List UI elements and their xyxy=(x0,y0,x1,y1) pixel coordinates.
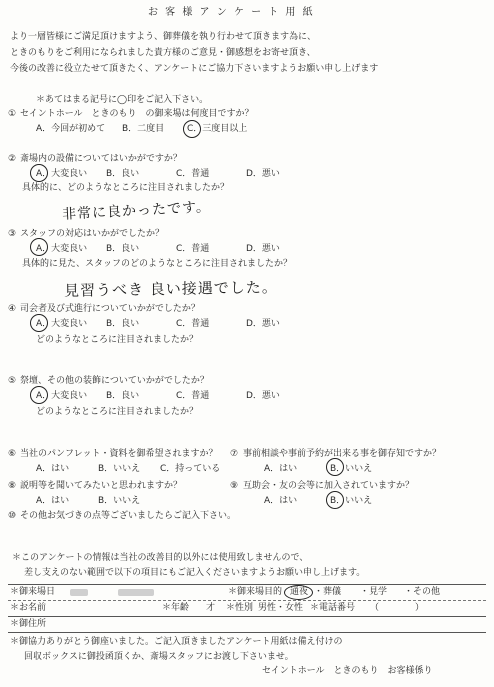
age-unit: 才 xyxy=(206,603,216,613)
q4-number: ④ xyxy=(8,304,17,314)
q2-option-c[interactable]: C．普通 xyxy=(176,169,210,179)
purpose-wake[interactable]: 通夜 xyxy=(290,587,309,597)
instruction-text: ＊あてはまる記号に◯印をご記入下さい。 xyxy=(36,95,209,105)
gender-label: ＊性別 xyxy=(226,603,254,613)
footer-signature: セイントホール ときのもり お客様係り xyxy=(262,666,433,676)
q3-followup: 具体的に見た、スタッフのどのようなところに注目されましたか？ xyxy=(22,259,293,269)
age-label: ＊年齢 xyxy=(162,603,190,613)
purpose-tour[interactable]: ・見学 xyxy=(360,587,388,597)
q5-followup: どのようなところに注目されましたか？ xyxy=(36,407,199,417)
q2-handwritten-answer: 非常に良かったです。 xyxy=(61,199,212,223)
q5-option-b[interactable]: B．良い xyxy=(106,391,140,401)
q8-text: 説明等を聞いてみたいと思われますか？ xyxy=(20,481,183,491)
q3-option-a[interactable]: A．大変良い xyxy=(36,244,88,254)
q2-option-d[interactable]: D．悪い xyxy=(246,169,280,179)
purpose-other[interactable]: ・その他 xyxy=(404,587,441,597)
purpose-funeral[interactable]: ・葬儀 xyxy=(314,587,342,597)
q4-selection-circle xyxy=(30,314,48,332)
q3-option-b[interactable]: B．良い xyxy=(106,244,140,254)
q8-option-a[interactable]: A．はい xyxy=(36,496,70,506)
visit-date-value[interactable] xyxy=(70,589,88,596)
q3-selection-circle xyxy=(30,238,48,256)
q7-option-b[interactable]: B．いいえ xyxy=(330,464,373,474)
q4-option-b[interactable]: B．良い xyxy=(106,319,140,329)
q6-option-b[interactable]: B．いいえ xyxy=(98,464,141,474)
q5-number: ⑤ xyxy=(8,376,17,386)
q7-selection-circle xyxy=(326,458,344,476)
q4-text: 司会者及び式進行についていかがでしたか？ xyxy=(20,304,200,314)
closing-line-2: 回収ボックスに御投函頂くか、斎場スタッフにお渡し下さいませ。 xyxy=(24,652,294,662)
name-row-rule xyxy=(8,616,486,617)
q7-option-a[interactable]: A．はい xyxy=(264,464,298,474)
q3-text: スタッフの対応はいかがでしたか？ xyxy=(20,229,165,239)
q5-selection-circle xyxy=(30,386,48,404)
gender-options[interactable]: 男性・女性 xyxy=(258,603,304,613)
q2-option-a[interactable]: A．大変良い xyxy=(36,169,88,179)
q1-option-b[interactable]: B．二度目 xyxy=(122,124,165,134)
q1-number: ① xyxy=(8,109,17,119)
q1-text: セイントホール ときのもり の御来場は何度目ですか？ xyxy=(20,109,254,119)
phone-area-parens[interactable]: （ ） xyxy=(370,603,425,613)
q2-text: 斎場内の設備についてはいかがですか？ xyxy=(20,154,182,164)
q2-number: ② xyxy=(8,154,17,164)
q5-text: 祭壇、その他の装飾についていかがでしたか？ xyxy=(20,376,209,386)
closing-line-1: ＊御協力ありがとう御座いました。ご記入頂きましたアンケート用紙は備え付けの xyxy=(10,637,343,647)
phone-label: ＊電話番号 xyxy=(310,603,356,613)
privacy-line-2: 差し支えのない範囲で以下の項目にもご記入くださいますようお願い申し上げます。 xyxy=(24,568,366,578)
privacy-line-1: ＊このアンケートの情報は当社の改善目的以外には使用致しませんので、 xyxy=(12,553,309,563)
visit-date-label: ＊御来場日 xyxy=(10,587,56,597)
q7-number: ⑦ xyxy=(230,449,239,459)
q8-option-b[interactable]: B．いいえ xyxy=(98,496,141,506)
q3-handwritten-answer: 見習うべき 良い接遇でした。 xyxy=(63,278,278,300)
intro-line-1: より一層皆様にご満足頂けますよう、御葬儀を執り行わせて頂きます為に、 xyxy=(10,32,317,42)
q4-followup: どのようなところに注目されましたか？ xyxy=(36,335,199,345)
q6-number: ⑥ xyxy=(8,449,17,459)
q6-text: 当社のパンフレット・資料を御希望されますか？ xyxy=(20,449,218,459)
q9-option-b[interactable]: B．いいえ xyxy=(330,496,373,506)
q5-option-c[interactable]: C．普通 xyxy=(176,391,210,401)
q9-option-a[interactable]: A．はい xyxy=(264,496,298,506)
q6-option-a[interactable]: A．はい xyxy=(36,464,70,474)
q3-option-d[interactable]: D．悪い xyxy=(246,244,280,254)
q8-number: ⑧ xyxy=(8,481,17,491)
address-label: ＊御住所 xyxy=(10,619,47,629)
name-label: ＊お名前 xyxy=(10,603,47,613)
q4-option-a[interactable]: A．大変良い xyxy=(36,319,88,329)
visit-date-value-2[interactable] xyxy=(118,589,154,596)
q6-option-c[interactable]: C．持っている xyxy=(160,464,221,474)
date-row-rule xyxy=(8,600,486,601)
page-title: お 客 様 ア ン ケ ー ト 用 紙 xyxy=(148,7,315,18)
q2-option-b[interactable]: B．良い xyxy=(106,169,140,179)
q4-option-d[interactable]: D．悪い xyxy=(246,319,280,329)
q3-option-c[interactable]: C．普通 xyxy=(176,244,210,254)
q3-number: ③ xyxy=(8,229,17,239)
q9-number: ⑨ xyxy=(230,481,239,491)
q2-followup: 具体的に、どのようなところに注目されましたか？ xyxy=(22,183,230,193)
q4-option-c[interactable]: C．普通 xyxy=(176,319,210,329)
q10-text: その他お気づきの点等ございましたらご記入下さい。 xyxy=(20,511,237,521)
intro-line-3: 今後の改善に役立たせて頂きたく、アンケートにご協力下さいますようお願い申し上げます xyxy=(10,64,379,74)
visit-purpose-label: ＊御来場目的 xyxy=(228,587,283,597)
q10-number: ⑩ xyxy=(8,511,17,521)
q5-option-d[interactable]: D．悪い xyxy=(246,391,280,401)
q9-text: 互助会・友の会等に加入されていますか？ xyxy=(243,481,415,491)
address-row-rule xyxy=(8,632,486,633)
q1-option-a[interactable]: A．今回が初めて xyxy=(36,124,106,134)
q7-text: 事前相談や事前予約が出来る事を御存知ですか？ xyxy=(243,449,442,459)
q1-selection-circle xyxy=(183,120,201,138)
q1-option-c[interactable]: C．三度目以上 xyxy=(187,124,248,134)
q9-selection-circle xyxy=(326,491,344,509)
purpose-selection-circle xyxy=(284,585,313,600)
intro-line-2: ときのもりをご利用になられました貴方様のご意見・御感想をお寄せ頂き、 xyxy=(10,48,316,58)
form-top-rule xyxy=(8,584,486,585)
q5-option-a[interactable]: A．大変良い xyxy=(36,391,88,401)
q2-selection-circle xyxy=(30,164,48,182)
